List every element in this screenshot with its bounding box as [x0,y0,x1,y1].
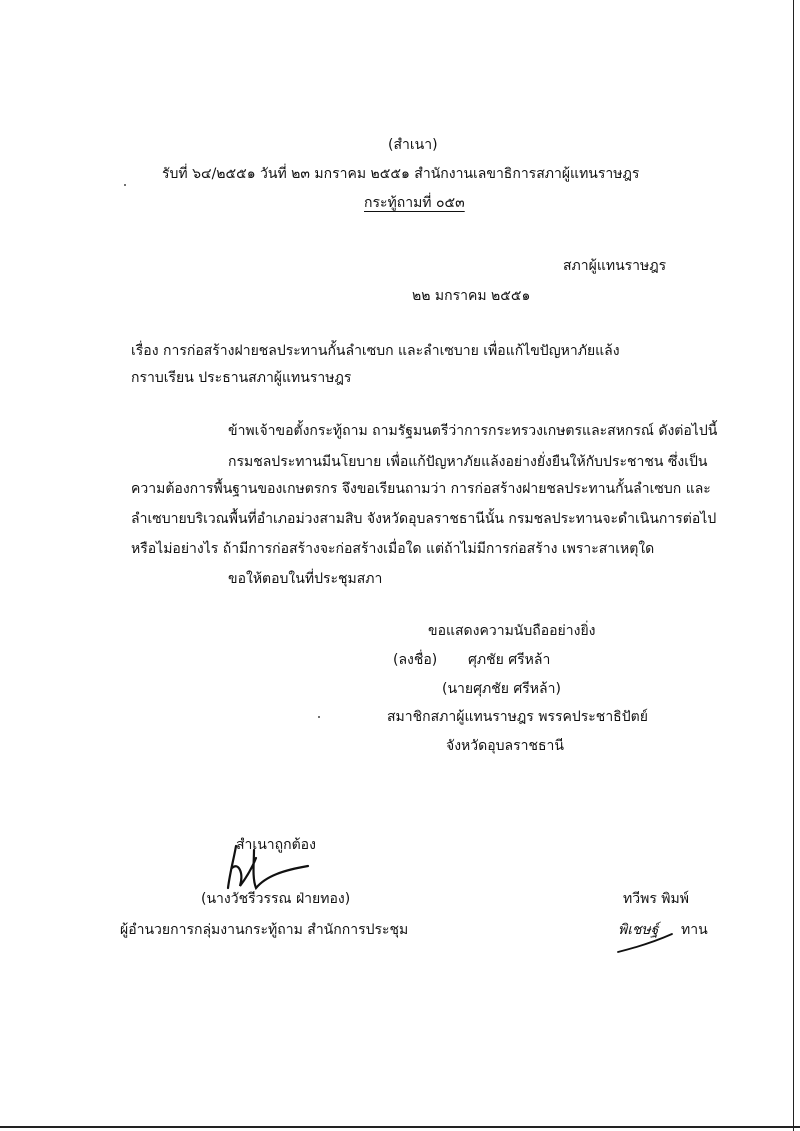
scan-edge-bottom [0,1126,800,1128]
certifier-signature [222,838,314,894]
checked-label: ทาน [681,922,708,938]
subject-line: เรื่อง การก่อสร้างฝายชลประทานกั้นลำเซบก และลำเซบาย เพื่อแก้ไขปัญหาภัยแล้ง [131,343,620,359]
question-number: กระทู้ถามที่ ๐๕๓ [364,195,465,211]
typed-by: ทวีพร พิมพ์ [623,891,689,907]
body-line-5: หรือไม่อย่างไร ถ้ามีการก่อสร้างจะก่อสร้างเมื่อใด แต่ถ้าไม่มีการก่อสร้าง เพราะสาเหตุใด [131,541,655,557]
body-line-3: ความต้องการพื้นฐานของเกษตรกร จึงขอเรียนถามว่า การก่อสร้างฝายชลประทานกั้นลำเซบก และ [131,481,711,497]
scan-edge-right [793,0,794,1131]
signer-full-name: (นายศุภชัย ศรีหล้า) [442,681,561,697]
scan-speck [124,184,126,186]
checker-signature-stroke [614,930,676,960]
checker-signature: พิเชษฐ์ [618,922,659,938]
salutation: กราบเรียน ประธานสภาผู้แทนราษฎร [131,370,352,386]
body-line-6: ขอให้ตอบในที่ประชุมสภา [228,571,383,587]
receipt-line: รับที่ ๖๔/๒๕๕๑ วันที่ ๒๓ มกราคม ๒๕๕๑ สำนักงานเลขาธิการสภาผู้แทนราษฎร [162,166,640,182]
body-line-1: ข้าพเจ้าขอตั้งกระทู้ถาม ถามรัฐมนตรีว่าการกระทรวงเกษตรและสหกรณ์ ดังต่อไปนี้ [228,423,718,439]
signed-name: ศุภชัย ศรีหล้า [468,652,551,668]
certifier-name: (นางวัชรีวรรณ ฝ่ายทอง) [201,891,351,907]
closing-regards: ขอแสดงความนับถืออย่างยิ่ง [428,623,596,639]
certification-label: สำเนาถูกต้อง [236,837,316,853]
document-date: ๒๒ มกราคม ๒๕๕๑ [412,288,531,304]
certifier-title: ผู้อำนวยการกลุ่มงานกระทู้ถาม สำนักการประชุม [120,922,409,938]
body-line-4: ลำเซบายบริเวณพื้นที่อำเภอม่วงสามสิบ จังหวัดอุบลราชธานีนั้น กรมชลประทานจะดำเนินการต่อไป [131,511,717,527]
copy-mark: (สำเนา) [388,137,438,153]
signer-position: สมาชิกสภาผู้แทนราษฎร พรรคประชาธิปัตย์ [387,709,648,725]
origin-office: สภาผู้แทนราษฎร [563,258,667,274]
scan-speck [318,716,320,718]
signer-province: จังหวัดอุบลราชธานี [446,738,564,754]
body-line-2: กรมชลประทานมีนโยบาย เพื่อแก้ปัญหาภัยแล้งอย่างยั่งยืนให้กับประชาชน ซึ่งเป็น [228,454,708,470]
signed-label: (ลงชื่อ) [393,652,438,668]
